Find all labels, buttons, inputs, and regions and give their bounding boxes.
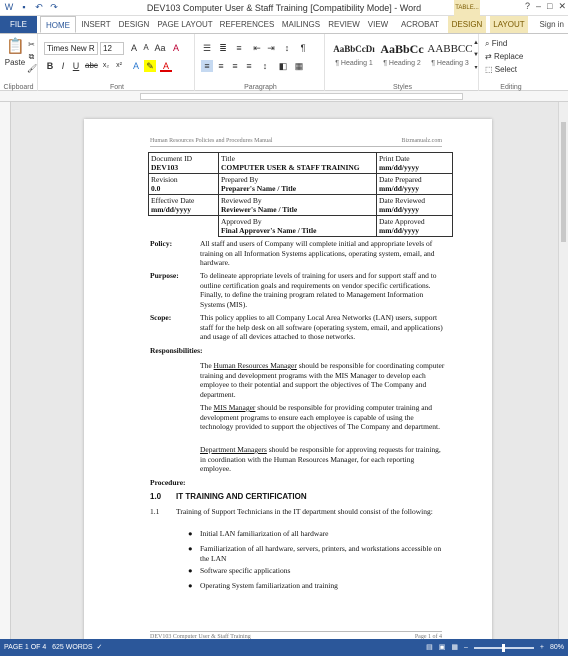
ruler-text-area bbox=[140, 93, 463, 100]
paragraph-group bbox=[197, 34, 325, 92]
subscript-icon[interactable]: x₂ bbox=[102, 62, 110, 69]
page-footer bbox=[150, 631, 442, 639]
table-row bbox=[149, 174, 453, 195]
cell-value: COMPUTER USER & STAFF TRAINING bbox=[221, 163, 360, 172]
list-item-text: Software specific applications bbox=[200, 566, 291, 575]
vertical-scrollbar[interactable] bbox=[558, 102, 568, 639]
bullet-icon: ● bbox=[188, 529, 193, 538]
cell-label: Date Approved bbox=[379, 217, 425, 226]
table-cell[interactable] bbox=[149, 195, 219, 216]
policy-label: Policy: bbox=[150, 239, 173, 248]
cell-value: mm/dd/yyyy bbox=[151, 205, 192, 214]
clipboard-group bbox=[0, 34, 38, 92]
find-icon: ⌕ bbox=[485, 39, 492, 48]
table-cell[interactable] bbox=[377, 195, 453, 216]
purpose-label: Purpose: bbox=[150, 271, 179, 280]
cell-label: Approved By bbox=[221, 217, 262, 226]
styles-scroll-down-icon[interactable]: ▼ bbox=[473, 52, 479, 58]
format-painter-icon[interactable]: 🖌 bbox=[27, 64, 38, 73]
strikethrough-icon[interactable]: abc bbox=[85, 61, 98, 70]
line-spacing-icon[interactable]: ↕ bbox=[262, 61, 268, 71]
text: should be responsible for coordinating computer training and development programs with the MIS Manager to develop each employee to their potential and support the objectives of The Company and department. bbox=[200, 361, 445, 399]
cell-value: mm/dd/yyyy bbox=[379, 226, 420, 235]
styles-group-label: Styles bbox=[392, 84, 413, 91]
table-tools-context-label: TABLE... bbox=[454, 0, 480, 16]
font-group bbox=[40, 34, 195, 92]
cell-label: Date Prepared bbox=[379, 175, 422, 184]
bullets-icon[interactable]: ☰ bbox=[202, 43, 212, 53]
font-size-box[interactable]: 12 bbox=[100, 42, 124, 55]
list-item bbox=[188, 544, 446, 563]
cell-value: 0.0 bbox=[151, 184, 161, 193]
table-cell[interactable] bbox=[149, 174, 219, 195]
table-cell[interactable] bbox=[377, 153, 453, 174]
cell-label: Print Date bbox=[379, 154, 410, 163]
window-controls bbox=[525, 1, 566, 12]
read-mode-icon[interactable]: ▤ bbox=[426, 644, 433, 651]
table-row bbox=[149, 195, 453, 216]
justify-icon[interactable]: ≡ bbox=[246, 61, 252, 71]
help-icon[interactable]: ? bbox=[524, 1, 530, 11]
table-cell[interactable] bbox=[377, 216, 453, 237]
save-icon[interactable]: ▪ bbox=[22, 2, 26, 12]
text-effects-icon[interactable]: A bbox=[132, 61, 139, 71]
tab-mailings[interactable]: MAILINGS bbox=[281, 20, 321, 29]
status-right bbox=[426, 639, 564, 656]
shading-icon[interactable]: ◧ bbox=[278, 61, 288, 71]
style-preview: AaBbCcDı bbox=[333, 44, 375, 54]
bullet-icon: ● bbox=[188, 544, 193, 553]
table-cell[interactable] bbox=[219, 153, 377, 174]
text: The bbox=[200, 361, 214, 370]
footer-left: DEV103 Computer User & Staff Training bbox=[150, 634, 251, 639]
list-item-text: Initial LAN familiarization of all hardware bbox=[200, 529, 329, 538]
table-row bbox=[149, 153, 453, 174]
scope-text: This policy applies to all Company Local Area Networks (LAN) users, support staff for the help desk on all software (operating system, email, and applications) and usage of all devices attached to those networks. bbox=[200, 313, 443, 341]
style-preview: AABBCC bbox=[427, 43, 473, 55]
section-heading: IT TRAINING AND CERTIFICATION bbox=[176, 492, 307, 501]
zoom-in-icon[interactable]: + bbox=[539, 644, 544, 651]
page-header bbox=[150, 138, 442, 147]
policy-text: All staff and users of Company will complete initial and appropriate levels of training on all Information Systems applications, operating system, email, and hardware. bbox=[200, 239, 435, 267]
cell-label: Revision bbox=[151, 175, 178, 184]
clear-formatting-icon[interactable]: A bbox=[172, 43, 179, 53]
document-workspace bbox=[0, 91, 568, 639]
select-label: Select bbox=[494, 65, 518, 74]
shrink-font-icon[interactable]: A bbox=[143, 43, 149, 52]
responsibilities-label: Responsibilities: bbox=[150, 346, 203, 355]
footer-right: Page 1 of 4 bbox=[414, 634, 442, 639]
table-cell[interactable] bbox=[219, 216, 377, 237]
text: The bbox=[200, 403, 214, 412]
borders-icon[interactable]: ▦ bbox=[294, 61, 304, 71]
tab-review[interactable]: REVIEW bbox=[328, 20, 360, 29]
table-cell[interactable] bbox=[149, 153, 219, 174]
style-name: ¶ Heading 3 bbox=[431, 60, 469, 67]
copy-icon[interactable]: ⧉ bbox=[28, 52, 35, 61]
show-formatting-icon[interactable]: ¶ bbox=[300, 43, 306, 53]
style-name: ¶ Heading 1 bbox=[335, 60, 373, 67]
bullet-icon: ● bbox=[188, 566, 193, 575]
procedure-label: Procedure: bbox=[150, 478, 186, 487]
cell-value: mm/dd/yyyy bbox=[379, 163, 420, 172]
sort-icon[interactable]: ↕ bbox=[284, 43, 290, 53]
style-heading-3[interactable] bbox=[427, 38, 473, 74]
tab-insert[interactable]: INSERT bbox=[81, 20, 111, 29]
style-heading-2[interactable] bbox=[379, 38, 425, 74]
tab-acrobat[interactable]: ACROBAT bbox=[400, 20, 440, 29]
minimize-icon[interactable]: – bbox=[536, 1, 542, 11]
cut-icon[interactable]: ✂ bbox=[28, 40, 35, 49]
cell-label: Document ID bbox=[151, 154, 193, 163]
align-left-icon[interactable]: ≡ bbox=[201, 60, 213, 72]
align-right-icon[interactable]: ≡ bbox=[232, 61, 238, 71]
replace-label: Replace bbox=[493, 52, 524, 61]
cell-label: Date Reviewed bbox=[379, 196, 426, 205]
close-icon[interactable]: ✕ bbox=[558, 1, 566, 11]
ribbon-tabs bbox=[0, 16, 568, 33]
tab-home[interactable]: HOME bbox=[40, 16, 76, 33]
horizontal-ruler[interactable] bbox=[0, 91, 568, 102]
text: should be responsible for providing computer training and development programs to ensure each employee is capable of using the technology provided to support the objectives of The Company and department. bbox=[200, 403, 441, 431]
section-number: 1.0 bbox=[150, 492, 162, 501]
table-cell[interactable] bbox=[219, 174, 377, 195]
tab-view[interactable]: VIEW bbox=[367, 20, 389, 29]
window-title: DEV103 Computer User & Staff Training [Compatibility Mode] - Word bbox=[146, 3, 422, 13]
hr-manager-role: Human Resources Manager bbox=[213, 361, 297, 370]
select-icon: ⬚ bbox=[485, 65, 495, 74]
document-page[interactable] bbox=[84, 119, 492, 639]
styles-more-icon[interactable]: ▾ bbox=[474, 65, 478, 71]
document-info-table[interactable] bbox=[148, 152, 453, 237]
clipboard-group-label: Clipboard bbox=[3, 84, 34, 91]
cell-value: mm/dd/yyyy bbox=[379, 184, 420, 193]
tab-design[interactable]: DESIGN bbox=[118, 20, 150, 29]
styles-scroll-up-icon[interactable]: ▲ bbox=[473, 40, 479, 46]
cell-value: DEV103 bbox=[151, 163, 179, 172]
header-left: Human Resources Policies and Procedures Manual bbox=[150, 138, 273, 144]
multilevel-list-icon[interactable]: ≡ bbox=[236, 43, 242, 53]
list-item-text: Operating System familiarization and training bbox=[200, 581, 338, 590]
responsibility-mis bbox=[200, 403, 446, 432]
numbering-icon[interactable]: ≣ bbox=[219, 43, 227, 53]
table-cell[interactable] bbox=[377, 174, 453, 195]
header-right: Bizmanualz.com bbox=[401, 138, 442, 144]
scrollbar-thumb[interactable] bbox=[561, 122, 566, 242]
text: should be responsible for approving requests for training, in coordination with the Human Resources Manager, for each reporting employee. bbox=[200, 445, 441, 473]
cell-label: Effective Date bbox=[151, 196, 195, 205]
font-name-box[interactable]: Times New R bbox=[44, 42, 98, 55]
status-bar bbox=[0, 639, 568, 656]
grow-font-icon[interactable]: A bbox=[130, 43, 137, 53]
proofing-icon[interactable]: ✓ bbox=[94, 644, 103, 651]
zoom-out-icon[interactable]: – bbox=[463, 644, 468, 651]
vertical-ruler[interactable] bbox=[0, 102, 11, 639]
find-button[interactable] bbox=[485, 39, 537, 49]
replace-button[interactable] bbox=[485, 52, 537, 61]
style-preview: AaBbCc bbox=[380, 42, 424, 56]
styles-group bbox=[327, 34, 479, 92]
subsection-number: 1.1 bbox=[150, 507, 160, 516]
tab-page-layout[interactable]: PAGE LAYOUT bbox=[157, 20, 213, 29]
replace-icon: ⇄ bbox=[485, 52, 494, 61]
undo-icon[interactable]: ↶ bbox=[35, 2, 43, 12]
underline-icon[interactable]: U bbox=[72, 61, 80, 71]
list-item bbox=[188, 581, 446, 591]
zoom-level[interactable]: 80% bbox=[549, 644, 564, 651]
bold-icon[interactable]: B bbox=[46, 61, 54, 71]
department-managers-role: Department Managers bbox=[200, 445, 267, 454]
purpose-text: To delineate appropriate levels of training for users and for support staff and to outline certification goals and requirements on vendor specific certifications. Finally, to define the training program related to Management Information Systems (MIS). bbox=[200, 271, 437, 309]
tab-file[interactable]: FILE bbox=[0, 16, 37, 33]
table-cell[interactable] bbox=[219, 195, 377, 216]
maximize-icon[interactable]: □ bbox=[547, 1, 553, 11]
style-heading-1[interactable] bbox=[331, 38, 377, 74]
status-left bbox=[4, 639, 102, 656]
find-label: Find bbox=[491, 39, 508, 48]
paste-button[interactable]: Paste bbox=[4, 58, 26, 67]
cell-label: Prepared By bbox=[221, 175, 259, 184]
superscript-icon[interactable]: x² bbox=[116, 62, 122, 69]
select-button[interactable] bbox=[485, 65, 537, 74]
cell-value: Preparer's Name / Title bbox=[221, 184, 297, 193]
change-case-icon[interactable]: Aa bbox=[154, 43, 166, 53]
cell-value: Final Approver's Name / Title bbox=[221, 226, 317, 235]
sign-in-link[interactable]: Sign in bbox=[539, 20, 564, 29]
web-layout-icon[interactable]: ▦ bbox=[451, 644, 458, 651]
cell-label: Title bbox=[221, 154, 235, 163]
cell-label: Reviewed By bbox=[221, 196, 262, 205]
responsibility-department bbox=[200, 445, 446, 474]
zoom-slider-knob[interactable] bbox=[502, 644, 505, 652]
responsibility-hr bbox=[200, 361, 446, 399]
editing-group bbox=[481, 34, 541, 92]
increase-indent-icon[interactable]: ⇥ bbox=[267, 43, 275, 53]
bullet-icon: ● bbox=[188, 581, 193, 590]
cell-value: Reviewer's Name / Title bbox=[221, 205, 298, 214]
list-item-text: Familiarization of all hardware, servers, printers, and workstations accessible on the LAN bbox=[200, 544, 442, 563]
tab-table-design[interactable]: DESIGN bbox=[448, 16, 486, 33]
page-count[interactable]: PAGE 1 OF 4 bbox=[4, 644, 47, 651]
font-group-label: Font bbox=[109, 84, 124, 91]
paragraph-group-label: Paragraph bbox=[244, 84, 277, 91]
highlight-icon[interactable]: ✎ bbox=[144, 60, 156, 72]
scope-label: Scope: bbox=[150, 313, 172, 322]
editing-group-label: Editing bbox=[500, 84, 522, 91]
font-color-icon[interactable]: A bbox=[160, 60, 172, 72]
decrease-indent-icon[interactable]: ⇤ bbox=[253, 43, 261, 53]
table-cell-empty[interactable] bbox=[149, 216, 219, 237]
word-count[interactable]: 625 WORDS bbox=[52, 644, 93, 651]
list-item bbox=[188, 566, 446, 576]
tab-references[interactable]: REFERENCES bbox=[219, 20, 275, 29]
align-center-icon[interactable]: ≡ bbox=[218, 61, 224, 71]
word-logo-icon: W bbox=[4, 2, 14, 12]
tab-table-layout[interactable]: LAYOUT bbox=[490, 16, 528, 33]
subsection-text: Training of Support Technicians in the IT department should consist of the following: bbox=[176, 507, 433, 516]
style-name: ¶ Heading 2 bbox=[383, 60, 421, 67]
table-row bbox=[149, 216, 453, 237]
mis-manager-role: MIS Manager bbox=[213, 403, 256, 412]
paste-icon[interactable]: 📋 bbox=[6, 38, 25, 55]
italic-icon[interactable]: I bbox=[61, 61, 65, 71]
list-item bbox=[188, 529, 446, 539]
print-layout-icon[interactable]: ▣ bbox=[438, 644, 446, 651]
zoom-slider[interactable] bbox=[474, 647, 534, 649]
ribbon bbox=[0, 33, 568, 91]
title-bar bbox=[0, 0, 568, 16]
redo-icon[interactable]: ↷ bbox=[50, 2, 58, 12]
cell-value: mm/dd/yyyy bbox=[379, 205, 420, 214]
